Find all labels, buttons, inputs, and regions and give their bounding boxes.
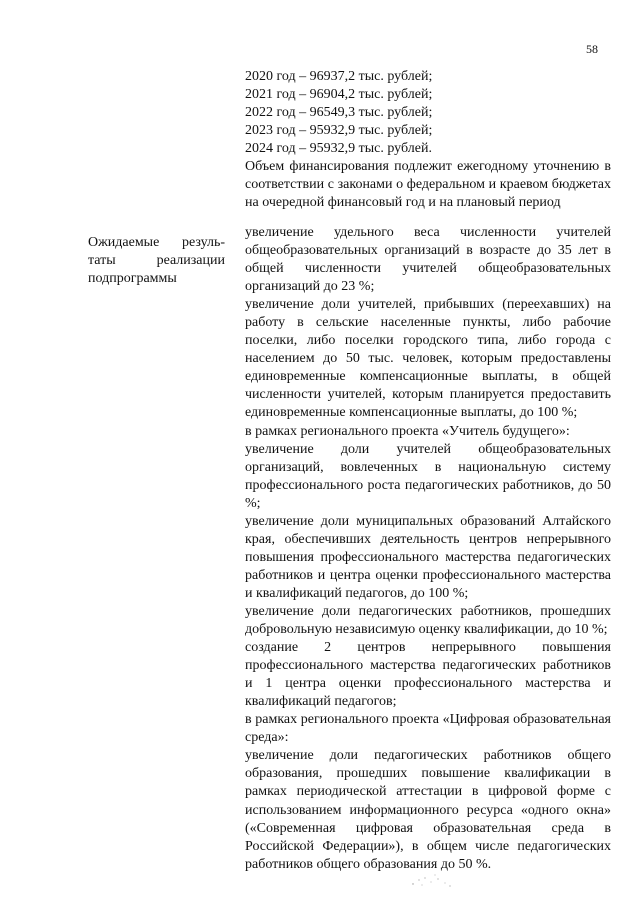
funding-note: Объем финансирования подлежит ежегодному уточнению в соответствии с законами о федеральном и краевом бюджетах на очередной финансовый год и на плановый период [245,159,611,210]
result-item: увеличение доли педагогических работников, прошедших добровольную независимую оценку квалификации, до 10 %; [245,603,611,638]
funding-year-2021: 2021 год – 96904,2 тыс. рублей; [245,87,433,102]
result-item: создание 2 центров непрерывного повышения профессионального мастерства педагогических работников и 1 центра оценки профессионального мастерства и квалификаций педагогов; [245,640,611,710]
result-item: увеличение удельного веса численности учителей общеобразовательных организаций в возрасте до 35 лет в общей численности учителей общеобразовательных организаций до 23 %; [245,225,611,295]
page-number: 58 [586,42,598,56]
funding-year-2022: 2022 год – 96549,3 тыс. рублей; [245,105,433,120]
section-label-line2: таты реализации [88,253,225,269]
result-item: в рамках регионального проекта «Цифровая образовательная среда»: [245,712,611,746]
funding-block [245,68,611,212]
result-item: увеличение доли учителей общеобразовательных организаций, вовлеченных в национальную систему профессионального роста педагогических работников, до 50 %; [245,441,611,511]
scan-specks [405,870,465,890]
result-item: в рамках регионального проекта «Учитель будущего»: [245,423,570,439]
expected-results-list [245,224,611,874]
section-label [88,234,225,289]
result-item: увеличение доли педагогических работников общего образования, прошедших повышение квалификации в рамках периодической аттестации в цифровой форме с использованием информационного ресурса «одного окна» («Современная цифровая образовательная среда в Российской Федерации»), в общем числе педагогических работников общего образования до 50 %. [245,748,611,872]
result-item: увеличение доли учителей, прибывших (переехавших) на работу в сельские населенные пункты, либо рабочие поселки, либо поселки городского типа, либо города с населением до 50 тыс. человек, которым предоставлены единовременные компенсационные выплаты, в общей численности учителей, которым планируется предоставить единовременные компенсационные выплаты, до 100 %; [245,297,611,421]
funding-year-2024: 2024 год – 95932,9 тыс. рублей. [245,141,432,156]
section-label-line1: Ожидаемые резуль- [88,235,225,250]
funding-year-2023: 2023 год – 95932,9 тыс. рублей; [245,123,433,138]
section-label-line3: подпрограммы [88,271,177,287]
funding-year-2020: 2020 год – 96937,2 тыс. рублей; [245,69,433,84]
result-item: увеличение доли муниципальных образований Алтайского края, обеспечивших деятельность центров непрерывного повышения профессионального мастерства педагогических работников и центра оценки профессионального мастерства и квалификаций педагогов, до 100 %; [245,513,611,601]
